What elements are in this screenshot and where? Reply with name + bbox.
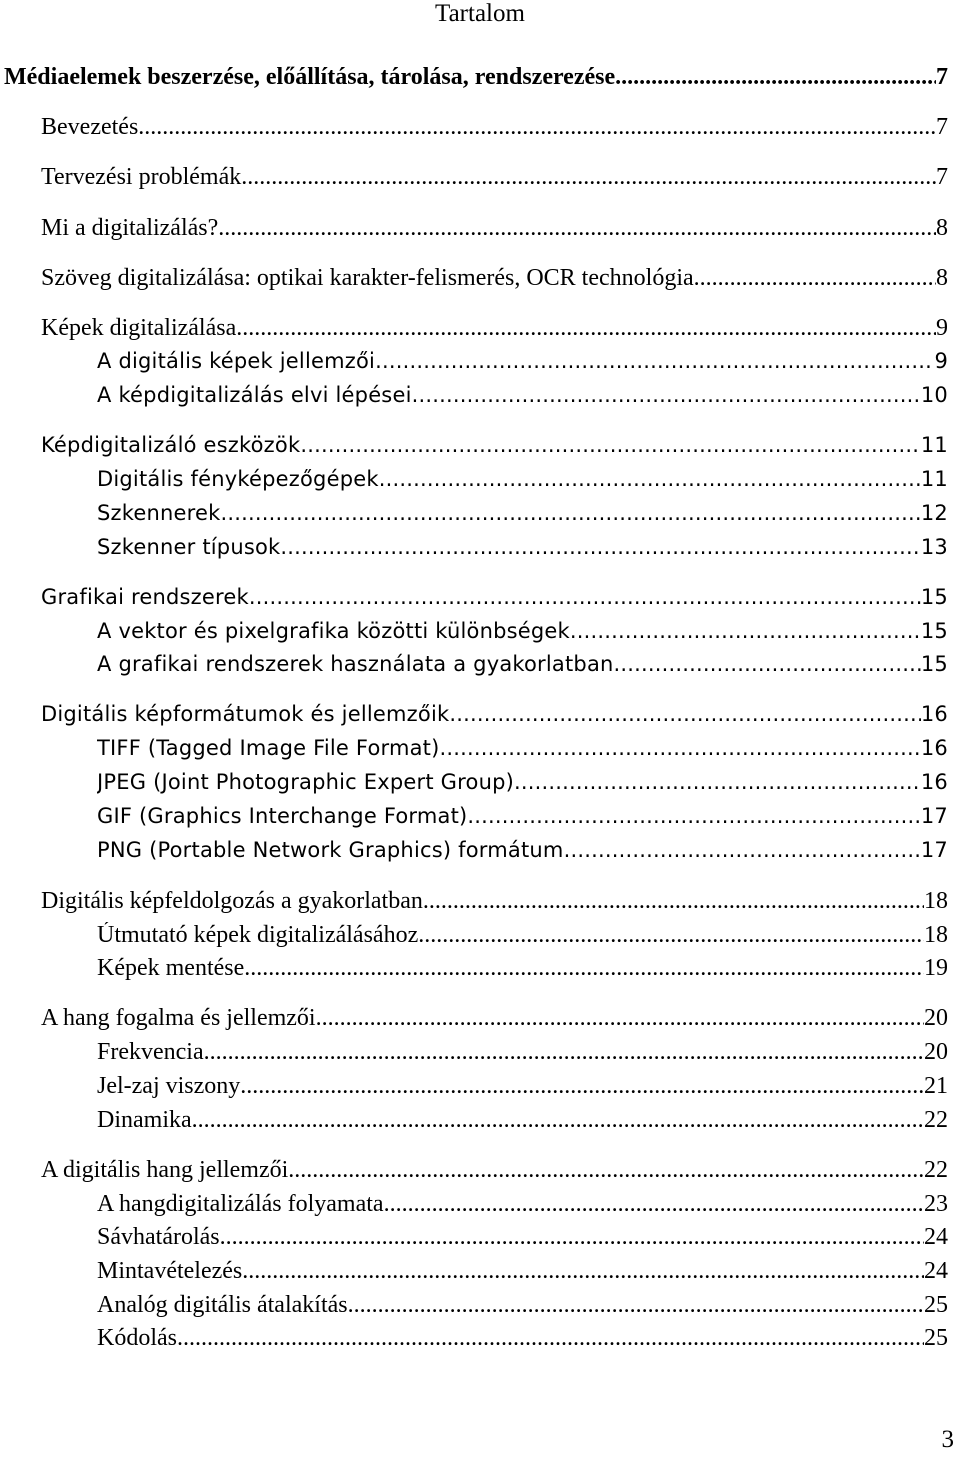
toc-entry-title: Képek digitalizálása xyxy=(41,315,237,341)
toc-entry-title: A grafikai rendszerek használata a gyakorlatban xyxy=(97,652,614,676)
toc-entry-page: 15 xyxy=(920,619,948,643)
dot-leader xyxy=(514,770,921,794)
toc-entry-page: 8 xyxy=(936,215,948,241)
toc-entry-title: Sávhatárolás xyxy=(97,1224,220,1250)
toc-title: Tartalom xyxy=(435,0,525,27)
dot-leader xyxy=(384,1191,924,1218)
dot-leader xyxy=(300,433,921,457)
dot-leader xyxy=(241,164,936,191)
toc-entry[interactable] xyxy=(97,1258,948,1288)
toc-entry-page: 18 xyxy=(924,888,948,914)
toc-entry[interactable] xyxy=(97,1325,948,1355)
dot-leader xyxy=(615,64,936,91)
toc-entry-page: 7 xyxy=(936,164,948,190)
dot-leader xyxy=(242,1258,924,1285)
toc-entry-title: JPEG (Joint Photographic Expert Group) xyxy=(97,770,515,794)
toc-entry[interactable] xyxy=(97,736,948,766)
toc-entry[interactable] xyxy=(97,1292,948,1322)
dot-leader xyxy=(375,349,934,373)
toc-entry-page: 15 xyxy=(920,585,948,609)
toc-entry[interactable] xyxy=(97,535,948,565)
toc-entry-title: Képek mentése xyxy=(97,955,245,981)
toc-entry[interactable] xyxy=(41,888,948,918)
toc-entry-title: Kódolás xyxy=(97,1325,177,1351)
toc-entry[interactable] xyxy=(97,922,948,952)
toc-entry-title: Dinamika xyxy=(97,1107,192,1133)
toc-entry-page: 7 xyxy=(936,64,948,90)
toc-entry[interactable] xyxy=(97,1107,948,1137)
toc-entry[interactable] xyxy=(97,1191,948,1221)
dot-leader xyxy=(138,114,936,141)
toc-entry[interactable] xyxy=(97,467,948,497)
toc-entry-page: 12 xyxy=(920,501,948,525)
toc-entry-page: 20 xyxy=(924,1039,948,1065)
toc-entry[interactable] xyxy=(4,64,948,94)
toc-entry-title: Digitális képfeldolgozás a gyakorlatban xyxy=(41,888,423,914)
dot-leader xyxy=(418,922,924,949)
dot-leader xyxy=(249,585,921,609)
toc-entry[interactable] xyxy=(41,164,948,194)
toc-entry-title: A hangdigitalizálás folyamata xyxy=(97,1191,384,1217)
toc-entry-page: 16 xyxy=(920,702,948,726)
toc-entry-title: Médiaelemek beszerzése, előállítása, tárolása, rendszerezése xyxy=(4,64,616,90)
toc-entry-title: Analóg digitális átalakítás xyxy=(97,1292,348,1318)
toc-entry-page: 20 xyxy=(924,1005,948,1031)
toc-entry-title: GIF (Graphics Interchange Format) xyxy=(97,804,468,828)
toc-entry-page: 7 xyxy=(936,114,948,140)
toc-entry-page: 17 xyxy=(920,804,948,828)
dot-leader xyxy=(423,888,924,915)
toc-entry[interactable] xyxy=(97,770,948,800)
toc-entry-page: 22 xyxy=(924,1157,948,1183)
toc-entry[interactable] xyxy=(41,702,948,732)
toc-entry-title: Grafikai rendszerek xyxy=(41,585,249,609)
toc-entry-page: 25 xyxy=(924,1325,948,1351)
toc-entry-title: Szkenner típusok xyxy=(97,535,281,559)
dot-leader xyxy=(379,467,921,491)
toc-entry-title: Digitális fényképezőgépek xyxy=(97,467,379,491)
toc-entry-page: 19 xyxy=(924,955,948,981)
toc-entry-title: Bevezetés xyxy=(41,114,139,140)
toc-entry-page: 16 xyxy=(920,770,948,794)
toc-entry-page: 24 xyxy=(924,1224,948,1250)
dot-leader xyxy=(288,1157,924,1184)
toc-entry-page: 16 xyxy=(920,736,948,760)
dot-leader xyxy=(440,736,921,760)
toc-entry-page: 9 xyxy=(934,349,948,373)
toc-entry-title: Tervezési problémák xyxy=(41,164,242,190)
toc-entry[interactable] xyxy=(97,838,948,868)
toc-entry-page: 9 xyxy=(936,315,948,341)
toc-entry-page: 17 xyxy=(920,838,948,862)
dot-leader xyxy=(614,652,921,676)
toc-entry[interactable] xyxy=(97,652,948,682)
dot-leader xyxy=(467,804,920,828)
toc-entry[interactable] xyxy=(41,585,948,615)
toc-entry-page: 8 xyxy=(936,265,948,291)
dot-leader xyxy=(570,619,921,643)
toc-entry-title: Frekvencia xyxy=(97,1039,204,1065)
dot-leader xyxy=(280,535,920,559)
toc-entry-page: 25 xyxy=(924,1292,948,1318)
dot-leader xyxy=(564,838,921,862)
toc-entry-title: A digitális hang jellemzői xyxy=(41,1157,289,1183)
toc-entry-title: A képdigitalizálás elvi lépései xyxy=(97,383,412,407)
toc-entry-page: 21 xyxy=(924,1073,948,1099)
dot-leader xyxy=(204,1039,924,1066)
toc-entry-page: 23 xyxy=(924,1191,948,1217)
toc-entry-title: Útmutató képek digitalizálásához xyxy=(97,922,419,948)
dot-leader xyxy=(449,702,921,726)
toc-entry[interactable] xyxy=(41,315,948,345)
toc-entry-page: 18 xyxy=(924,922,948,948)
toc-entry-title: Mi a digitalizálás? xyxy=(41,215,219,241)
toc-entry[interactable] xyxy=(41,1005,948,1035)
toc-entry-title: TIFF (Tagged Image File Format) xyxy=(97,736,440,760)
toc-entry-title: Szöveg digitalizálása: optikai karakter-felismerés, OCR technológia xyxy=(41,265,694,291)
dot-leader xyxy=(244,955,924,982)
toc-entry-page: 11 xyxy=(920,433,948,457)
dot-leader xyxy=(192,1107,924,1134)
toc-entry[interactable] xyxy=(41,114,948,144)
toc-entry[interactable] xyxy=(97,1039,948,1069)
toc-entry-page: 15 xyxy=(920,652,948,676)
dot-leader xyxy=(177,1325,924,1352)
dot-leader xyxy=(220,1224,924,1251)
toc-entry[interactable] xyxy=(97,619,948,649)
toc-entry-title: PNG (Portable Network Graphics) formátum xyxy=(97,838,564,862)
toc-entry[interactable] xyxy=(97,383,948,413)
toc-entry[interactable] xyxy=(97,1073,948,1103)
toc-entry-title: A vektor és pixelgrafika közötti különbségek xyxy=(97,619,570,643)
toc-entry-title: Jel-zaj viszony xyxy=(97,1073,241,1099)
toc-entry-title: A digitális képek jellemzői xyxy=(97,349,376,373)
toc-entry[interactable] xyxy=(97,1224,948,1254)
dot-leader xyxy=(348,1292,924,1319)
toc-entry-page: 24 xyxy=(924,1258,948,1284)
toc-entry[interactable] xyxy=(97,349,948,379)
toc-entry-title: Digitális képformátumok és jellemzőik xyxy=(41,702,450,726)
toc-entry[interactable] xyxy=(41,433,948,463)
toc-entry-title: Mintavételezés xyxy=(97,1258,243,1284)
dot-leader xyxy=(412,383,921,407)
page-number: 3 xyxy=(941,1426,954,1453)
dot-leader xyxy=(220,501,920,525)
toc-entry-page: 22 xyxy=(924,1107,948,1133)
toc-entry[interactable] xyxy=(97,804,948,834)
toc-entry[interactable] xyxy=(41,215,948,245)
dot-leader xyxy=(694,265,936,292)
toc-entry[interactable] xyxy=(41,265,948,295)
dot-leader xyxy=(316,1005,924,1032)
toc-entry-title: Szkennerek xyxy=(97,501,221,525)
dot-leader xyxy=(240,1073,924,1100)
toc-entry-page: 10 xyxy=(920,383,948,407)
toc-entry-page: 11 xyxy=(920,467,948,491)
toc-entry-title: A hang fogalma és jellemzői xyxy=(41,1005,316,1031)
toc-entry[interactable] xyxy=(41,1157,948,1187)
toc-entry[interactable] xyxy=(97,955,948,985)
toc-entry-page: 13 xyxy=(920,535,948,559)
dot-leader xyxy=(236,315,936,342)
dot-leader xyxy=(218,215,936,242)
toc-entry[interactable] xyxy=(97,501,948,531)
toc-entry-title: Képdigitalizáló eszközök xyxy=(41,433,301,457)
